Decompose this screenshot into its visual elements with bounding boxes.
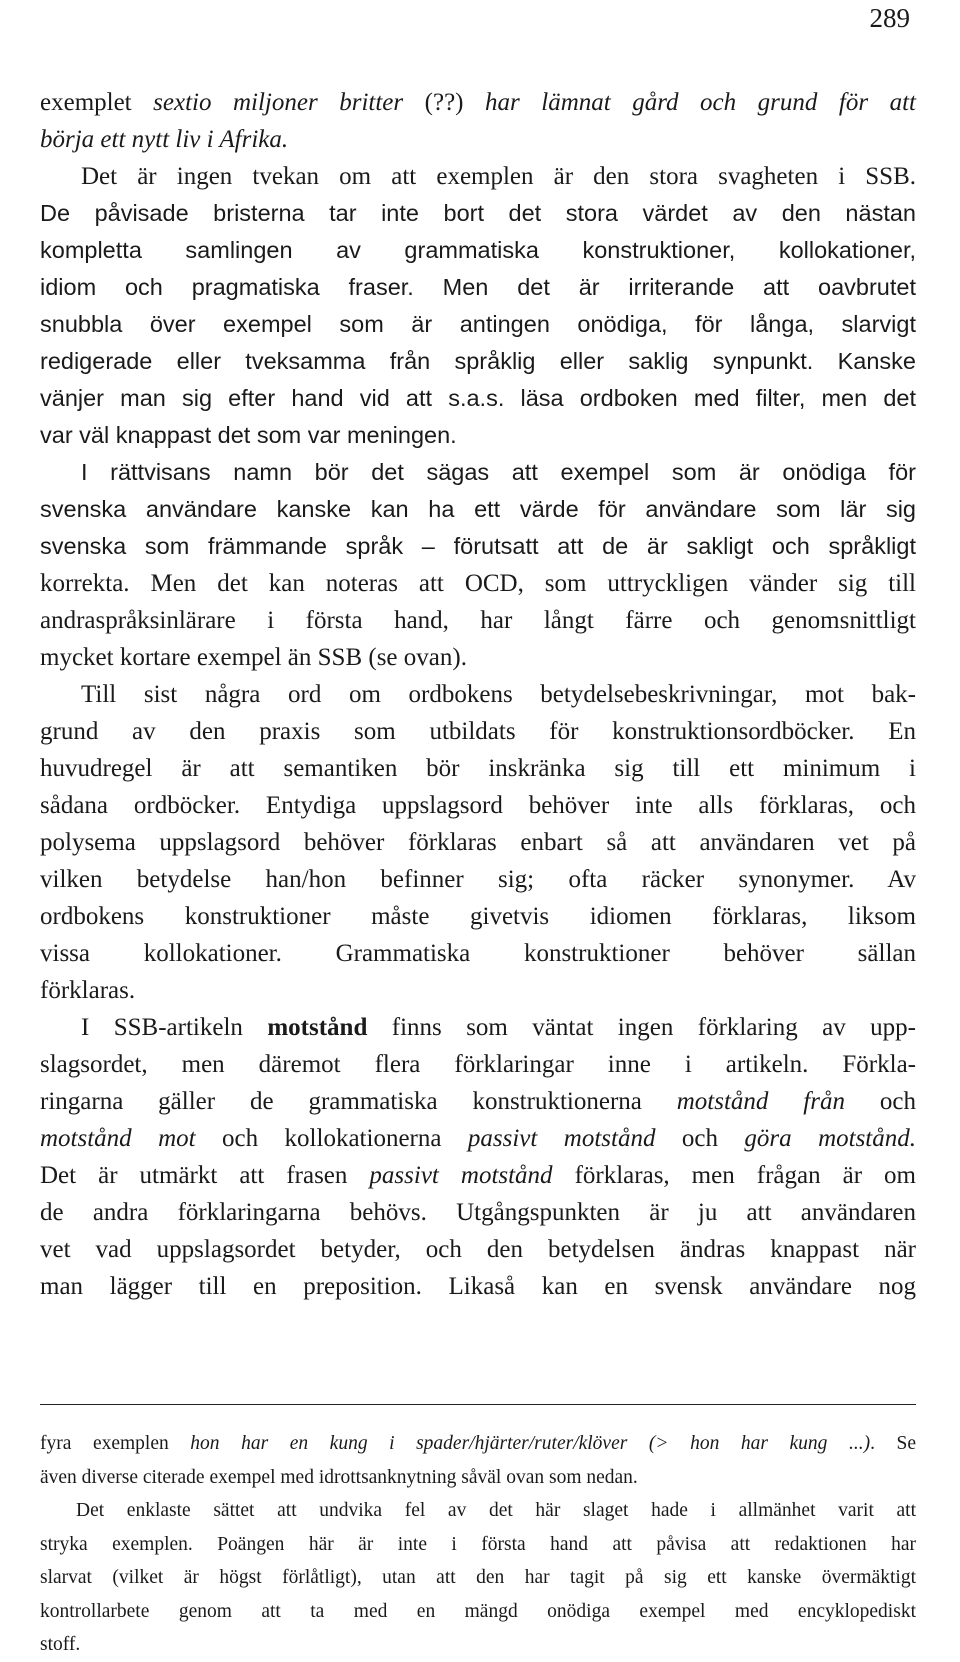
footnote-line — [40, 1528, 916, 1562]
text-run: sådana ordböcker. Entydiga uppslagsord behöver inte alls förklaras, och — [40, 792, 916, 819]
text-run: Till sist några ord om ordbokens betydelsebeskrivningar, mot bak- — [81, 681, 916, 708]
footnotes — [40, 1427, 916, 1662]
body-line — [40, 1046, 916, 1083]
text-run: huvudregel är att semantiken bör inskränka sig till ett minimum i — [40, 755, 916, 782]
text-run: och kollokationerna — [195, 1125, 468, 1152]
footnote-line — [40, 1561, 916, 1595]
body-line — [40, 1083, 916, 1120]
italic-text: motstånd från — [676, 1088, 845, 1115]
italic-text: göra motstånd. — [744, 1125, 916, 1152]
text-run: korrekta. Men det kan noteras att OCD, som uttryckligen vänder sig till — [40, 570, 916, 597]
text-run: De påvisade bristerna tar inte bort det stora värdet av den nästan — [40, 200, 916, 226]
italic-text: sextio miljoner britter — [153, 89, 404, 116]
body-line — [40, 824, 916, 861]
text-run: vissa kollokationer. Grammatiska konstruktioner behöver sällan — [40, 940, 916, 967]
body-line — [40, 232, 916, 269]
bold-term: motstånd — [267, 1014, 368, 1041]
text-run: även diverse citerade exempel med idrottsanknytning såväl ovan som nedan. — [40, 1466, 638, 1488]
body-line — [40, 972, 916, 1009]
text-run: idiom och pragmatiska fraser. Men det är irriterande att oavbrutet — [40, 274, 916, 300]
text-run: ringarna gäller de grammatiska konstruktionerna — [40, 1088, 677, 1115]
body-line — [40, 1194, 916, 1231]
body-line — [40, 1268, 916, 1305]
body-line — [40, 639, 916, 676]
body-line — [40, 380, 916, 417]
body-line — [40, 121, 916, 158]
text-run: svenska som främmande språk – förutsatt att de är sakligt och språkligt — [40, 533, 916, 559]
text-run: var väl knappast det som var meningen. — [40, 422, 457, 448]
text-run: förklaras, men frågan är om — [552, 1162, 916, 1189]
text-run: finns som väntat ingen förklaring av upp- — [367, 1014, 916, 1041]
body-line — [40, 491, 916, 528]
text-run: slarvat (vilket är högst förlåtligt), utan att den har tagit på sig ett kanske övermäktigt — [40, 1567, 916, 1588]
italic-text: passivt motstånd — [369, 1162, 553, 1189]
text-run: fyra exemplen — [40, 1433, 191, 1454]
italic-text: hon har en kung i spader/hjärter/ruter/klöver (> hon har kung ...) — [190, 1433, 871, 1454]
text-run: redigerade eller tveksamma från språklig eller saklig synpunkt. Kanske — [40, 348, 916, 374]
italic-text: börja ett nytt liv i Afrika. — [40, 126, 289, 153]
body-line — [40, 269, 916, 306]
footnote-line — [40, 1427, 916, 1461]
italic-text: passivt motstånd — [467, 1125, 656, 1152]
footnote-line — [40, 1461, 916, 1495]
body-line — [40, 417, 916, 454]
body-line — [40, 1157, 916, 1194]
text-run: svenska användare kanske kan ha ett värde för användare som lär sig — [40, 496, 916, 522]
body-line — [40, 84, 916, 121]
text-run: mycket kortare exempel än SSB (se ovan). — [40, 644, 467, 671]
body-line — [40, 454, 916, 491]
body-line — [40, 935, 916, 972]
body-line — [40, 195, 916, 232]
text-run: de andra förklaringarna behövs. Utgångspunkten är ju att användaren — [40, 1199, 916, 1226]
body-line — [40, 602, 916, 639]
body-line — [40, 565, 916, 602]
body-line — [40, 306, 916, 343]
text-run: andraspråksinlärare i första hand, har långt färre och genomsnittligt — [40, 607, 916, 634]
text-run: (??) — [403, 89, 486, 116]
text-run: vet vad uppslagsordet betyder, och den betydelsen ändras knappast när — [40, 1236, 916, 1263]
body-text — [40, 84, 916, 1305]
footnote-line — [40, 1628, 916, 1662]
italic-text: motstånd mot — [40, 1125, 196, 1152]
text-run: I rättvisans namn bör det sägas att exempel som är onödiga för — [81, 459, 916, 485]
page-number: 289 — [869, 3, 910, 33]
text-run: stryka exemplen. Poängen här är inte i första hand att påvisa att redaktionen har — [40, 1533, 916, 1555]
body-line — [40, 898, 916, 935]
text-run: snubbla över exempel som är antingen onödiga, för långa, slarvigt — [40, 311, 916, 337]
body-line — [40, 787, 916, 824]
text-run: grund av den praxis som utbildats för konstruktionsordböcker. En — [40, 718, 916, 745]
text-run: ordbokens konstruktioner måste givetvis idiomen förklaras, liksom — [40, 903, 916, 930]
text-run: Det är utmärkt att frasen — [40, 1162, 370, 1189]
body-line — [40, 343, 916, 380]
body-line — [40, 528, 916, 565]
footnote-line — [40, 1595, 916, 1629]
text-run: Det enklaste sättet att undvika fel av det här slaget hade i allmänhet varit att — [76, 1500, 916, 1521]
body-line — [40, 1120, 916, 1157]
body-line — [40, 713, 916, 750]
text-run: förklaras. — [40, 977, 136, 1004]
text-run: polysema uppslagsord behöver förklaras enbart så att användaren vet på — [40, 829, 916, 856]
body-line — [40, 1231, 916, 1268]
body-line — [40, 861, 916, 898]
text-run: Det är ingen tvekan om att exemplen är den stora svagheten i SSB. — [81, 163, 916, 190]
text-run: I SSB-artikeln — [81, 1014, 268, 1041]
text-run: exemplet — [40, 89, 154, 116]
text-run: kontrollarbete genom att ta med en mängd onödiga exempel med encyklopediskt — [40, 1600, 916, 1622]
text-run: slagsordet, men däremot flera förklaringar inne i artikeln. Förkla- — [40, 1051, 916, 1078]
text-run: kompletta samlingen av grammatiska konstruktioner, kollokationer, — [40, 237, 916, 263]
text-run: vänjer man sig efter hand vid att s.a.s. läsa ordboken med filter, men det — [40, 385, 916, 411]
text-run: och — [844, 1088, 916, 1115]
text-run: man lägger till en preposition. Likaså kan en svensk användare nog — [40, 1273, 916, 1300]
body-line — [40, 750, 916, 787]
body-line — [40, 1009, 916, 1046]
italic-text: har lämnat gård och grund för att — [485, 89, 917, 116]
body-line — [40, 676, 916, 713]
text-run: . Se — [870, 1433, 916, 1454]
text-run: stoff. — [40, 1634, 81, 1655]
footnote-line — [40, 1494, 916, 1528]
body-line — [40, 158, 916, 195]
footnote-divider — [40, 1404, 916, 1405]
text-run: och — [655, 1125, 745, 1152]
text-run: vilken betydelse han/hon befinner sig; ofta räcker synonymer. Av — [40, 866, 916, 893]
